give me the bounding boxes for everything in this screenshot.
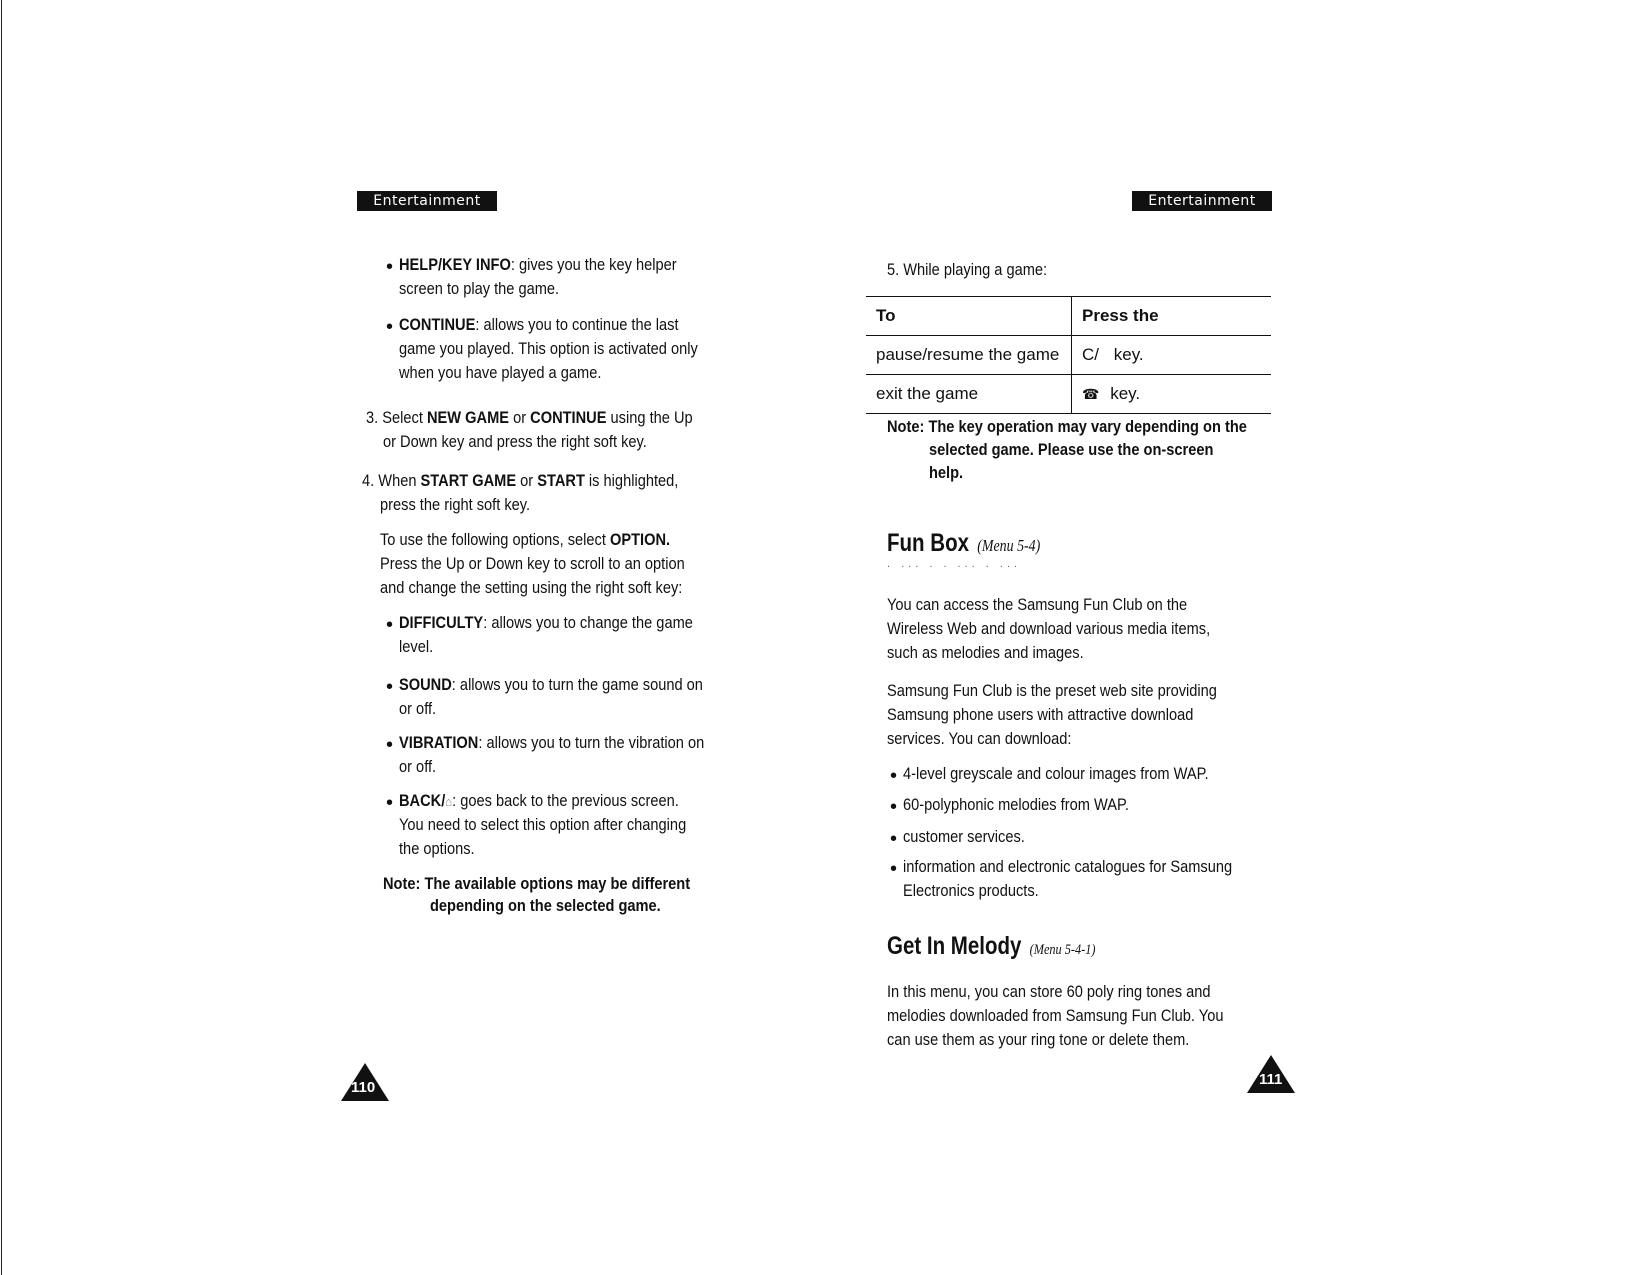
text: or: [516, 471, 538, 490]
bullet-continue-line3: when you have played a game.: [399, 363, 602, 382]
bullet-help-key-info: [399, 253, 677, 277]
fun-box-bullet: 4-level greyscale and colour images from WAP.: [903, 764, 1209, 783]
note-label: Note:: [887, 417, 925, 436]
fun-box-para1-line3: such as melodies and images.: [887, 643, 1084, 662]
page-number-left: 110: [351, 1079, 376, 1096]
term: DIFFICULTY: [399, 613, 484, 632]
text: : allows you to turn the vibration on: [478, 733, 705, 752]
option-back-line2: You need to select this option after changing: [399, 815, 687, 834]
options-intro-line2: Press the Up or Down key to scroll to an option: [380, 554, 685, 573]
bullet-dot: •: [386, 256, 394, 278]
note-left: [383, 872, 690, 896]
col-header-press: Press the: [1072, 297, 1272, 336]
bullet-dot: •: [386, 792, 394, 814]
fun-box-para1-line1: You can access the Samsung Fun Club on the: [887, 595, 1188, 614]
bullet-dot: •: [386, 676, 394, 698]
note-label: Note:: [383, 874, 421, 893]
fun-box-bullet: 60-polyphonic melodies from WAP.: [903, 795, 1129, 814]
fun-box-bullet: information and electronic catalogues for Samsung: [903, 857, 1233, 876]
option-sound-line2: or off.: [399, 699, 437, 718]
text: When: [378, 471, 421, 490]
table-cell-action: pause/resume the game: [866, 336, 1072, 375]
option-back: [399, 789, 679, 814]
fun-box-para2-line3: services. You can download:: [887, 729, 1072, 748]
table-cell-key: [1072, 375, 1272, 414]
term: HELP/KEY INFO: [399, 255, 511, 274]
term: SOUND: [399, 675, 452, 694]
text: : allows you to continue the last: [475, 315, 679, 334]
options-intro-line3: and change the setting using the right soft key:: [380, 578, 683, 597]
text: Select: [382, 408, 427, 427]
step-3: [366, 406, 693, 430]
options-intro: [380, 528, 670, 552]
heading-title: Fun Box: [887, 529, 969, 557]
text: or: [509, 408, 531, 427]
bullet-dot: •: [386, 316, 394, 338]
bullet-help-key-info-line2: screen to play the game.: [399, 279, 560, 298]
section-badge-left: Entertainment: [357, 191, 497, 211]
end-call-key-icon: ☎︎: [1082, 386, 1100, 402]
decorative-dots: . ... . . ... . ...: [887, 558, 1022, 570]
key-word: key.: [1113, 345, 1144, 364]
fun-box-heading: [887, 529, 1040, 558]
option-back-line3: the options.: [399, 839, 475, 858]
bullet-continue: [399, 313, 679, 337]
term: CONTINUE: [399, 315, 476, 334]
menu-ref: (Menu 5-4-1): [1029, 942, 1096, 958]
note-right: [887, 415, 1247, 439]
option-vibration-line2: or off.: [399, 757, 437, 776]
step-3-line2: or Down key and press the right soft key.: [383, 432, 647, 451]
term: START: [537, 471, 585, 490]
fun-box-bullet: customer services.: [903, 827, 1025, 846]
text: To use the following options, select: [380, 530, 610, 549]
term: START GAME: [420, 471, 517, 490]
text: : allows you to change the game: [483, 613, 693, 632]
table-row: [866, 336, 1271, 375]
term: OPTION: [609, 530, 667, 549]
bullet-dot: •: [890, 828, 898, 850]
key-operation-table: [866, 296, 1271, 414]
menu-ref: (Menu 5-4): [977, 536, 1041, 555]
note-right-line2: selected game. Please use the on-screen: [929, 440, 1214, 459]
term: BACK/: [399, 791, 446, 810]
note-text: The key operation may vary depending on the: [928, 417, 1247, 436]
fun-box-para2-line1: Samsung Fun Club is the preset web site providing: [887, 681, 1217, 700]
melody-para-line2: melodies downloaded from Samsung Fun Club. You: [887, 1006, 1224, 1025]
text: : goes back to the previous screen.: [452, 791, 679, 810]
text: using the Up: [606, 408, 693, 427]
step-4: [362, 469, 678, 493]
note-right-line3: help.: [929, 463, 964, 482]
option-difficulty-line2: level.: [399, 637, 434, 656]
term: CONTINUE: [530, 408, 607, 427]
get-in-melody-heading: [887, 932, 1096, 961]
step-4-line2: press the right soft key.: [380, 495, 531, 514]
melody-para-line3: can use them as your ring tone or delete them.: [887, 1030, 1190, 1049]
bullet-dot: •: [386, 614, 394, 636]
step-5: 5. While playing a game:: [887, 260, 1048, 279]
heading-title: Get In Melody: [887, 932, 1022, 960]
text: : allows you to turn the game sound on: [451, 675, 703, 694]
bullet-continue-line2: game you played. This option is activated only: [399, 339, 698, 358]
table-header-row: [866, 297, 1271, 336]
fun-box-bullet-line2: Electronics products.: [903, 881, 1039, 900]
col-header-to: To: [866, 297, 1072, 336]
option-vibration: [399, 731, 704, 755]
page-number-right: 111: [1259, 1071, 1283, 1088]
text: : gives you the key helper: [510, 255, 677, 274]
fun-box-para2-line2: Samsung phone users with attractive download: [887, 705, 1194, 724]
section-badge-right: Entertainment: [1132, 191, 1272, 211]
option-difficulty: [399, 611, 693, 635]
step-number: 3.: [366, 408, 379, 427]
note-text: The available options may be different: [424, 874, 691, 893]
clear-key-icon: C/: [1082, 345, 1099, 364]
bullet-dot: •: [890, 858, 898, 880]
melody-para-line1: In this menu, you can store 60 poly ring tones and: [887, 982, 1211, 1001]
table-row: [866, 375, 1271, 414]
text: .: [666, 530, 671, 549]
back-key-icon: ⌂: [445, 794, 453, 809]
step-number: 4.: [362, 471, 375, 490]
fun-box-para1-line2: Wireless Web and download various media items,: [887, 619, 1211, 638]
table-cell-action: exit the game: [866, 375, 1072, 414]
bullet-dot: •: [890, 765, 898, 787]
bullet-dot: •: [890, 796, 898, 818]
term: VIBRATION: [399, 733, 479, 752]
note-left-line2: depending on the selected game.: [430, 896, 661, 915]
key-word: key.: [1110, 384, 1141, 403]
page-edge-line: [1, 0, 2, 1275]
bullet-dot: •: [386, 734, 394, 756]
text: is highlighted,: [584, 471, 679, 490]
table-cell-key: [1072, 336, 1272, 375]
term: NEW GAME: [426, 408, 510, 427]
option-sound: [399, 673, 703, 697]
